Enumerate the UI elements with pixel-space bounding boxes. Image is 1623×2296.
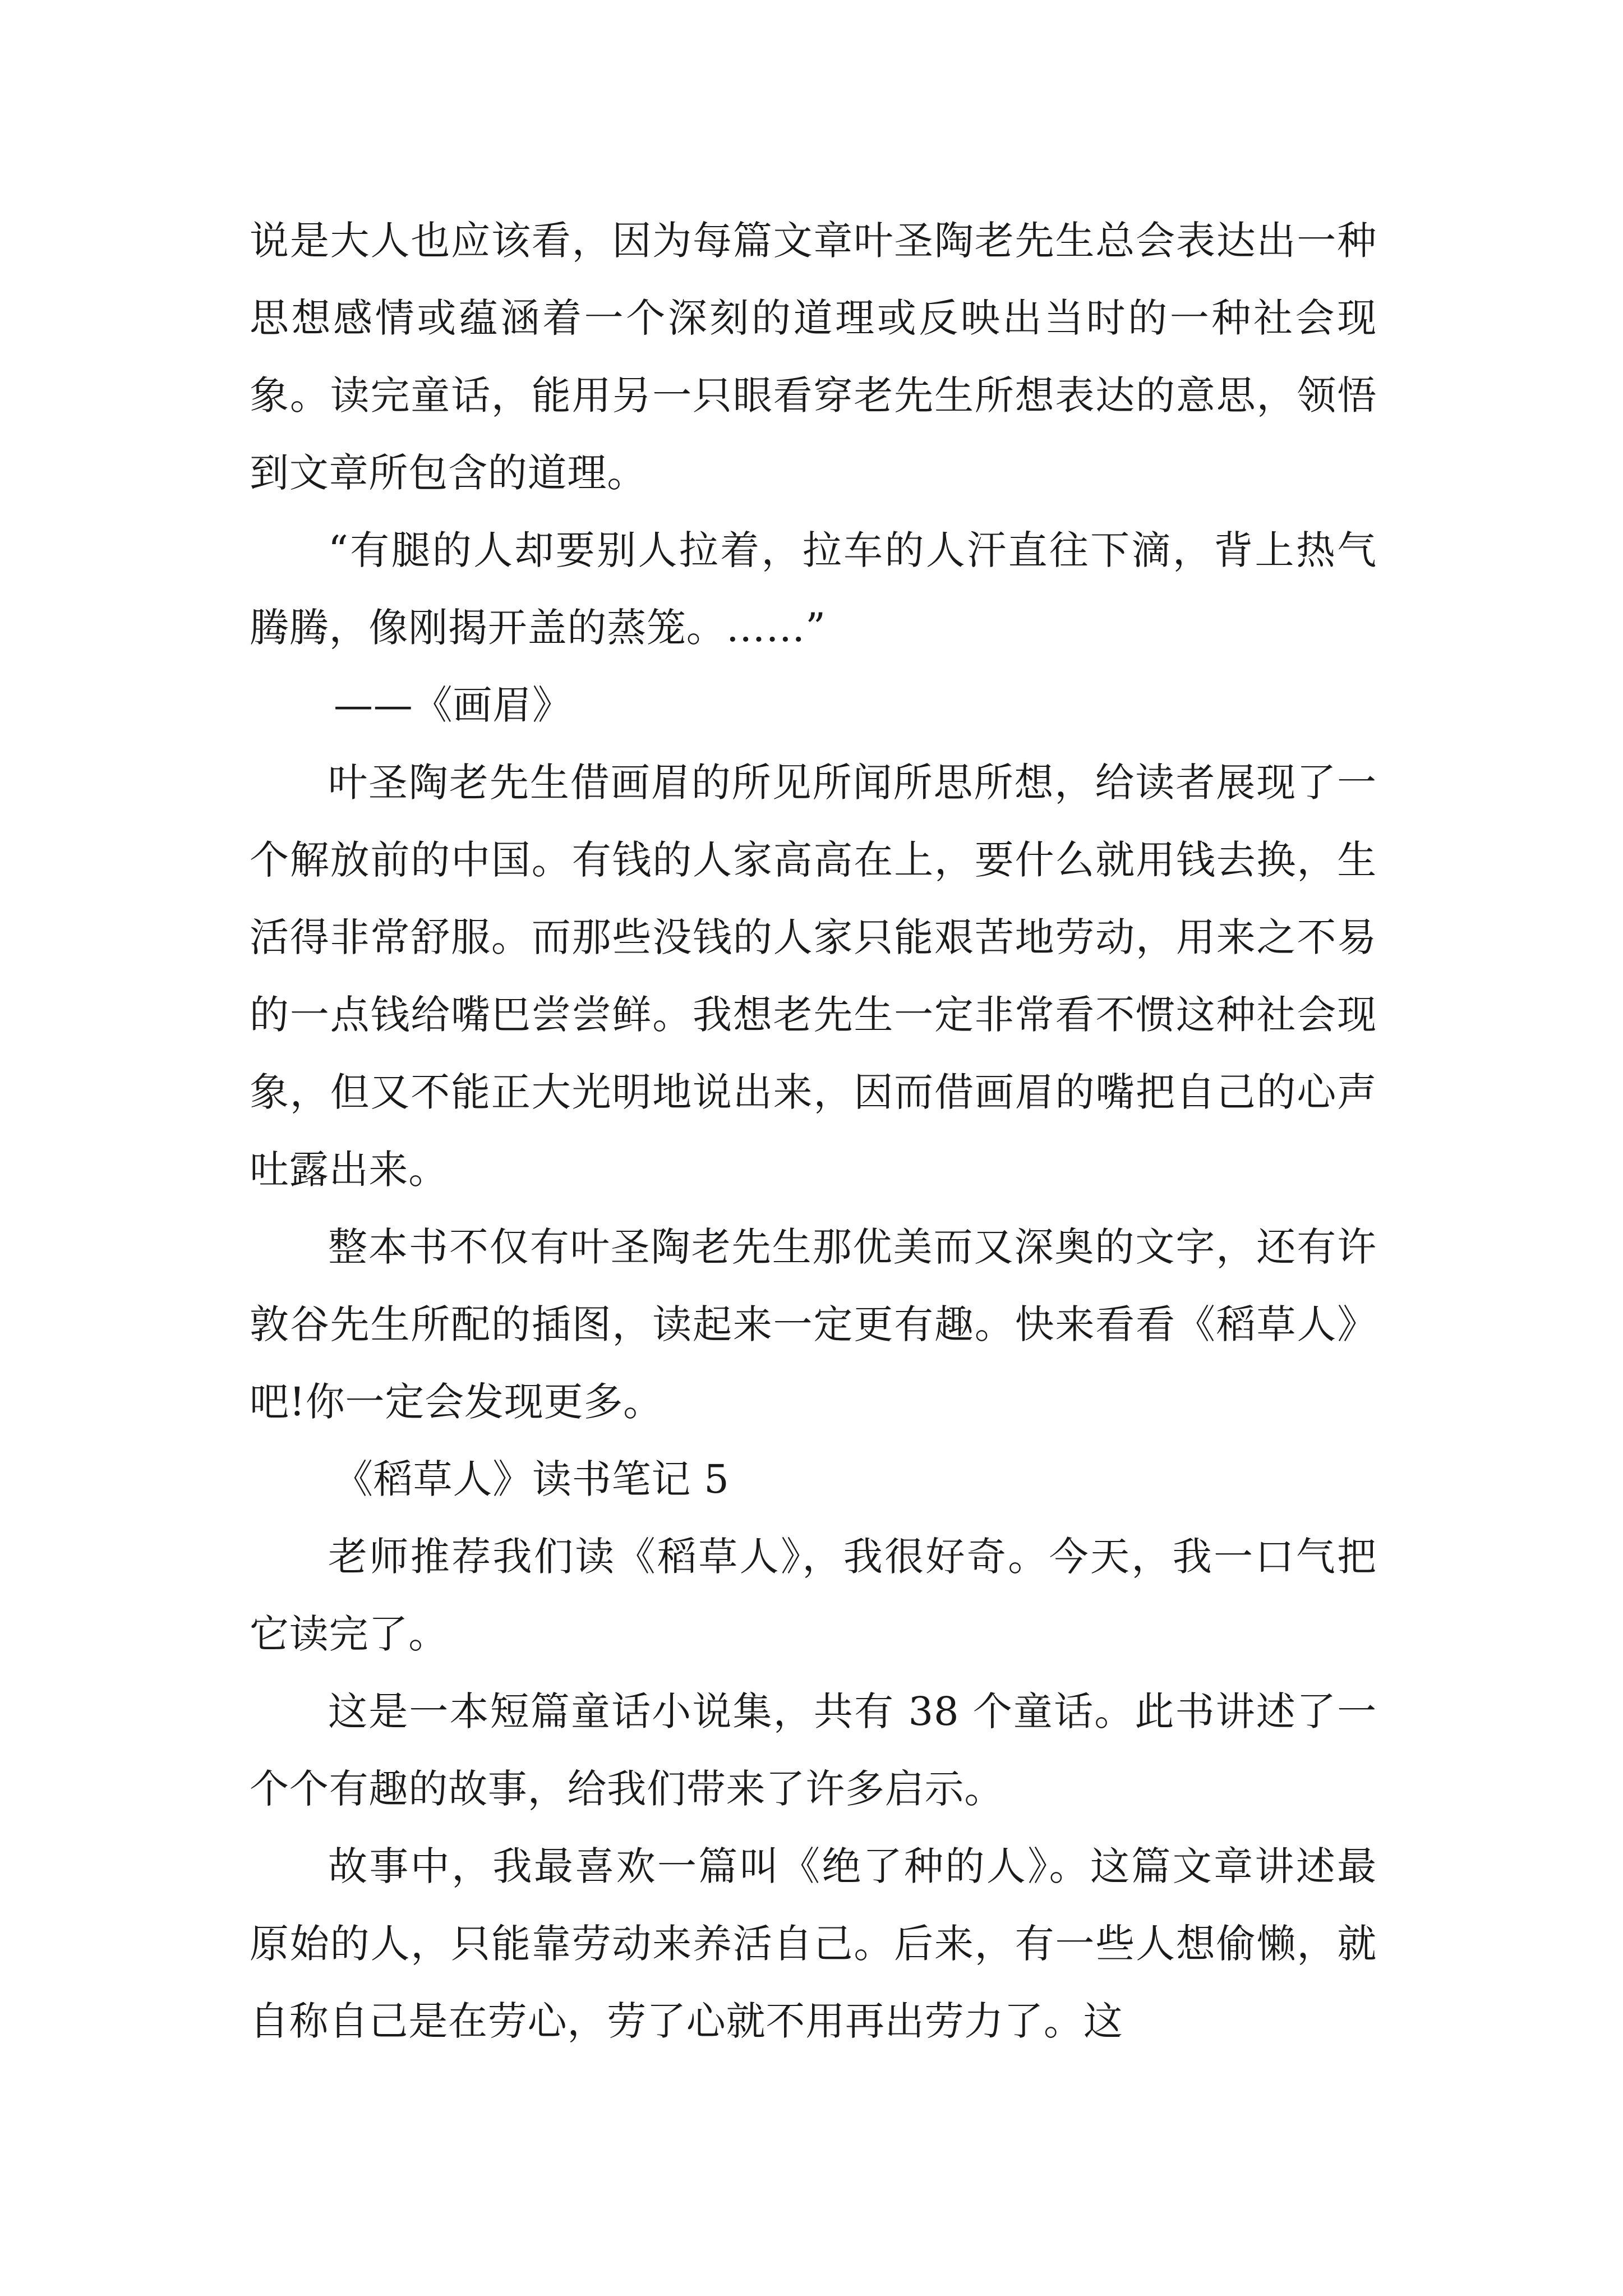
paragraph-favorite-story: 故事中，我最喜欢一篇叫《绝了种的人》。这篇文章讲述最原始的人，只能靠劳动来养活自己。后来，有一些人想偷懒，就自称自己是在劳心，劳了心就不用再出劳力了。这 [250, 1843, 1377, 2044]
section-heading: 《稻草人》读书笔记 5 [334, 1456, 730, 1502]
paragraph-quote: “有腿的人却要别人拉着，拉车的人汗直往下滴，背上热气腾腾，像刚揭开盖的蒸笼。……” [250, 527, 1377, 651]
paragraph-continuation: 说是大人也应该看，因为每篇文章叶圣陶老先生总会表达出一种思想感情或蕴涵着一个深刻的道理或反映出当时的一种社会现象。读完童话，能用另一只眼看穿老先生所想表达的意思，领悟到文章所包含的道理。 [250, 218, 1377, 496]
paragraph-analysis: 叶圣陶老先生借画眉的所见所闻所思所想，给读者展现了一个解放前的中国。有钱的人家高高在上，要什么就用钱去换，生活得非常舒服。而那些没钱的人家只能艰苦地劳动，用来之不易的一点钱给嘴巴尝尝鲜。我想老先生一定非常看不惯这种社会现象，但又不能正大光明地说出来，因而借画眉的嘴把自己的心声吐露出来。 [250, 760, 1377, 1193]
paragraph-intro: 老师推荐我们读《稻草人》，我很好奇。今天，我一口气把它读完了。 [250, 1534, 1377, 1657]
quote-attribution: ——《画眉》 [334, 682, 572, 728]
paragraph-summary: 这是一本短篇童话小说集，共有 38 个童话。此书讲述了一个个有趣的故事，给我们带来了许多启示。 [250, 1688, 1377, 1812]
document-body [250, 202, 1377, 2060]
paragraph-recommendation: 整本书不仅有叶圣陶老先生那优美而又深奥的文字，还有许敦谷先生所配的插图，读起来一定更有趣。快来看看《稻草人》吧!你一定会发现更多。 [250, 1224, 1377, 1425]
